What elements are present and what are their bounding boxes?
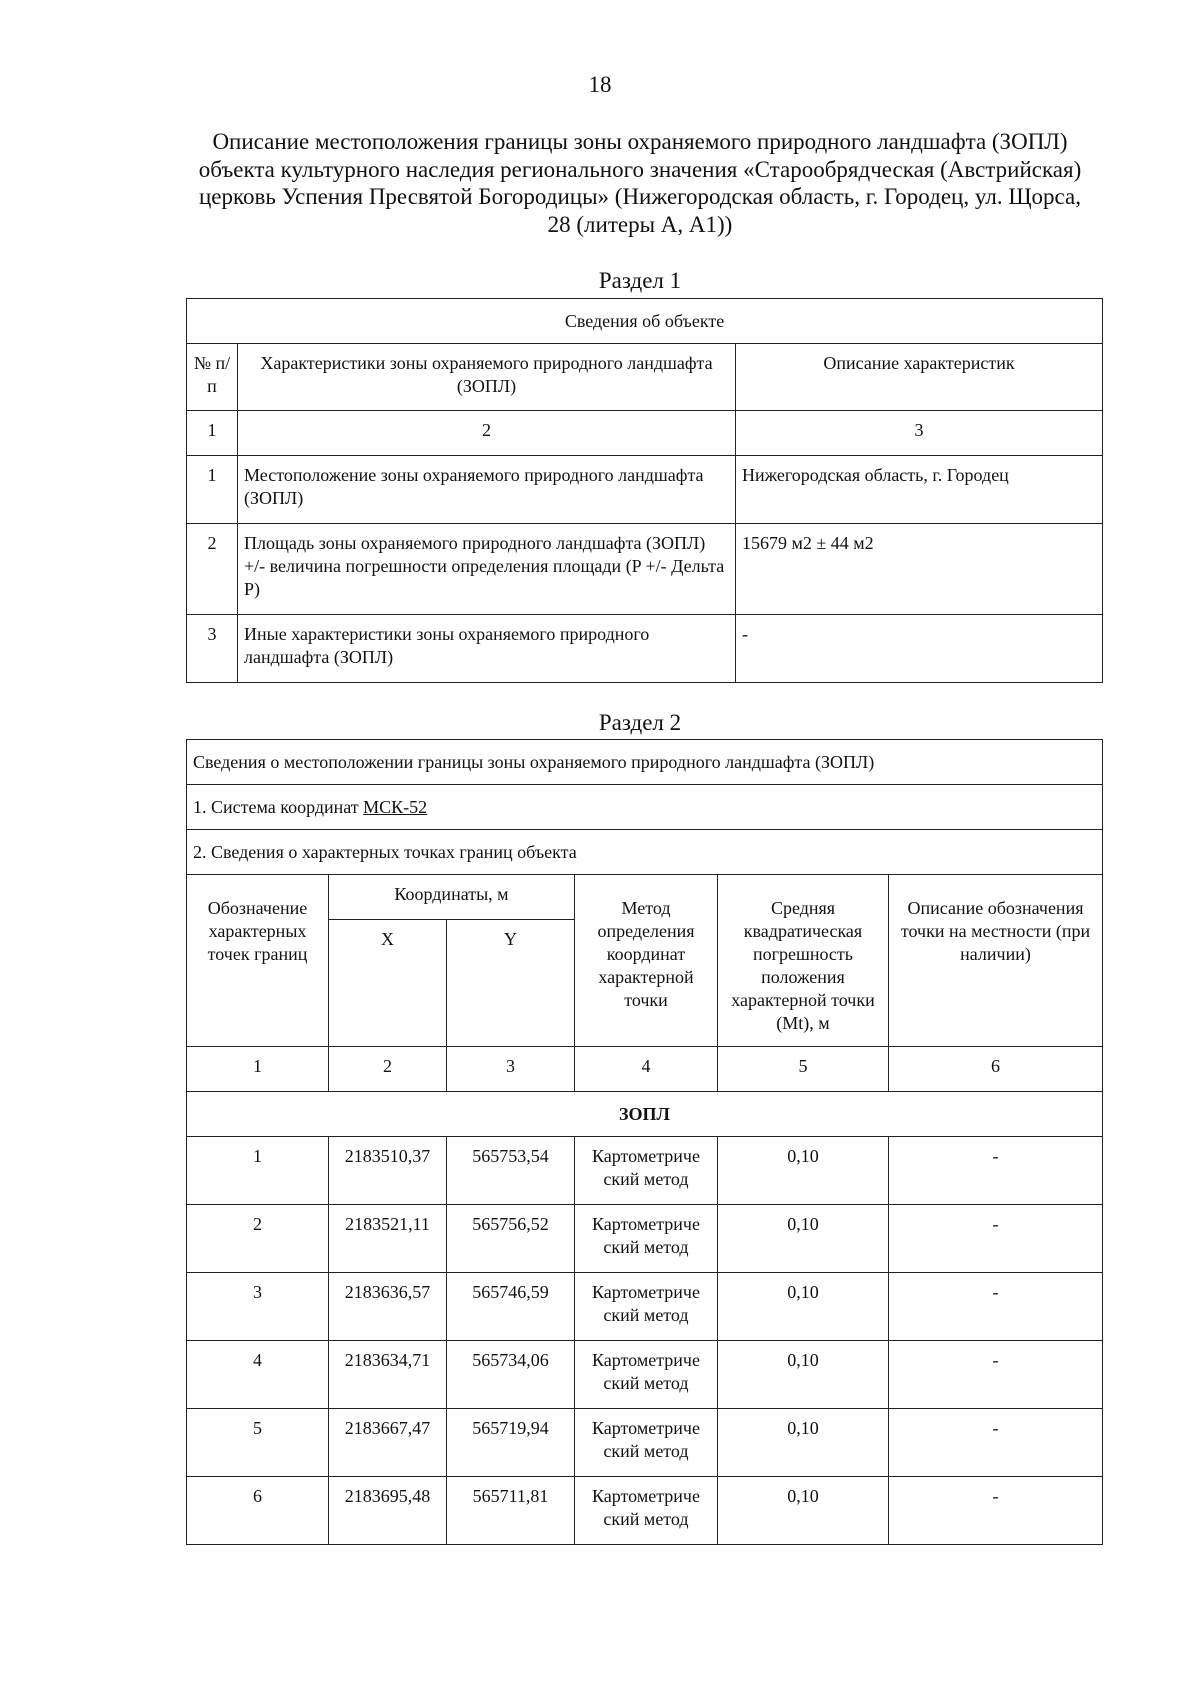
point-y: 565719,94 — [447, 1409, 575, 1477]
point-number: 2 — [187, 1205, 329, 1273]
point-error: 0,10 — [718, 1341, 889, 1409]
section2-heading: Раздел 2 — [598, 710, 682, 735]
point-method: Картометриче ский метод — [575, 1205, 718, 1273]
point-y: 565746,59 — [447, 1273, 575, 1341]
column-number: 3 — [736, 411, 1103, 456]
point-error: 0,10 — [718, 1273, 889, 1341]
row-value: 15679 м2 ± 44 м2 — [736, 524, 1103, 615]
point-method: Картометриче ский метод — [575, 1137, 718, 1205]
section2-table — [186, 739, 1103, 1545]
header-number: № п/п — [187, 344, 238, 411]
table-row — [187, 1273, 1103, 1341]
column-number: 6 — [889, 1047, 1103, 1092]
header-y: Y — [447, 920, 575, 1047]
point-method: Картометриче ский метод — [575, 1341, 718, 1409]
point-description: - — [889, 1205, 1103, 1273]
coordinate-system — [187, 785, 1103, 830]
title-line: Описание местоположения границы зоны охраняемого природного ландшафта (ЗОПЛ) — [212, 129, 1068, 154]
column-number: 1 — [187, 411, 238, 456]
point-x: 2183695,48 — [329, 1477, 447, 1545]
row-number: 3 — [187, 615, 238, 683]
table-row — [187, 456, 1103, 524]
point-x: 2183667,47 — [329, 1409, 447, 1477]
point-error: 0,10 — [718, 1137, 889, 1205]
point-description: - — [889, 1477, 1103, 1545]
header-point: Обозначение характерных точек границ — [187, 875, 329, 1047]
table-row — [187, 615, 1103, 683]
point-number: 5 — [187, 1409, 329, 1477]
point-error: 0,10 — [718, 1205, 889, 1273]
point-x: 2183636,57 — [329, 1273, 447, 1341]
point-method: Картометриче ский метод — [575, 1409, 718, 1477]
section1-heading: Раздел 1 — [598, 268, 682, 293]
column-number: 4 — [575, 1047, 718, 1092]
column-number: 5 — [718, 1047, 889, 1092]
point-error: 0,10 — [718, 1409, 889, 1477]
table-row — [187, 1477, 1103, 1545]
table-row — [187, 1137, 1103, 1205]
header-description: Описание характеристик — [736, 344, 1103, 411]
point-method: Картометриче ский метод — [575, 1477, 718, 1545]
point-number: 1 — [187, 1137, 329, 1205]
point-number: 4 — [187, 1341, 329, 1409]
coordinate-system-value: МСК-52 — [363, 796, 428, 817]
column-number: 2 — [238, 411, 736, 456]
point-x: 2183634,71 — [329, 1341, 447, 1409]
point-y: 565734,06 — [447, 1341, 575, 1409]
points-caption: 2. Сведения о характерных точках границ объекта — [187, 830, 1103, 875]
row-number: 1 — [187, 456, 238, 524]
section2-caption: Сведения о местоположении границы зоны охраняемого природного ландшафта (ЗОПЛ) — [187, 740, 1103, 785]
column-number: 1 — [187, 1047, 329, 1092]
point-y: 565753,54 — [447, 1137, 575, 1205]
page-number: 18 — [588, 72, 612, 97]
point-number: 3 — [187, 1273, 329, 1341]
section1-caption: Сведения об объекте — [187, 299, 1103, 344]
header-coordinates: Координаты, м — [329, 875, 575, 920]
header-x: X — [329, 920, 447, 1047]
point-x: 2183510,37 — [329, 1137, 447, 1205]
row-characteristic: Площадь зоны охраняемого природного ландшафта (ЗОПЛ) +/- величина погрешности определения площади (P +/- Дельта P) — [238, 524, 736, 615]
table-row — [187, 1341, 1103, 1409]
title-line: 28 (литеры А, А1)) — [547, 211, 733, 237]
table-row — [187, 1205, 1103, 1273]
point-x: 2183521,11 — [329, 1205, 447, 1273]
point-description: - — [889, 1273, 1103, 1341]
point-description: - — [889, 1137, 1103, 1205]
column-number: 2 — [329, 1047, 447, 1092]
header-method: Метод определения координат характерной точки — [575, 875, 718, 1047]
title-line: церковь Успения Пресвятой Богородицы» (Нижегородская область, г. Городец, ул. Щорса, — [199, 184, 1081, 209]
coordinate-system-label: 1. Система координат — [193, 796, 359, 817]
point-y: 565711,81 — [447, 1477, 575, 1545]
point-description: - — [889, 1341, 1103, 1409]
section1-table — [186, 298, 1103, 683]
row-value: Нижегородская область, г. Городец — [736, 456, 1103, 524]
table-row — [187, 524, 1103, 615]
point-method: Картометриче ский метод — [575, 1273, 718, 1341]
point-description: - — [889, 1409, 1103, 1477]
point-error: 0,10 — [718, 1477, 889, 1545]
row-characteristic: Местоположение зоны охраняемого природного ландшафта (ЗОПЛ) — [238, 456, 736, 524]
header-characteristic: Характеристики зоны охраняемого природного ландшафта (ЗОПЛ) — [238, 344, 736, 411]
group-label: ЗОПЛ — [187, 1092, 1103, 1137]
row-number: 2 — [187, 524, 238, 615]
header-error: Средняя квадратическая погрешность положения характерной точки (Mt), м — [718, 875, 889, 1047]
header-description: Описание обозначения точки на местности (при наличии) — [889, 875, 1103, 1047]
document-title — [150, 128, 1130, 238]
row-value: - — [736, 615, 1103, 683]
table-row — [187, 1409, 1103, 1477]
point-y: 565756,52 — [447, 1205, 575, 1273]
point-number: 6 — [187, 1477, 329, 1545]
row-characteristic: Иные характеристики зоны охраняемого природного ландшафта (ЗОПЛ) — [238, 615, 736, 683]
title-line: объекта культурного наследия регионального значения «Старообрядческая (Австрийская) — [198, 156, 1082, 182]
column-number: 3 — [447, 1047, 575, 1092]
